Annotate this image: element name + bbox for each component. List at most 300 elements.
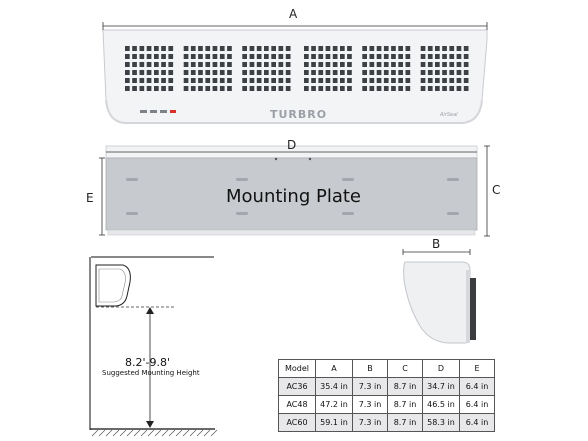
table-cell: 58.3 in <box>423 414 460 432</box>
vent-slot <box>406 70 411 75</box>
vent-slot <box>154 86 159 91</box>
vent-slot <box>213 70 218 75</box>
dimension-e-line <box>99 158 105 235</box>
vent-slot <box>304 54 309 59</box>
vent-slot <box>198 54 203 59</box>
vent-slot <box>391 46 396 51</box>
vent-slot <box>264 78 269 83</box>
table-cell: 7.3 in <box>353 378 388 396</box>
vent-slot <box>333 70 338 75</box>
vent-slot <box>140 46 145 51</box>
vent-slot <box>398 54 403 59</box>
vent-slot <box>264 70 269 75</box>
vent-slot <box>464 54 469 59</box>
floor-hatch <box>155 430 161 436</box>
vent-slot <box>370 78 375 83</box>
vent-slot <box>304 70 309 75</box>
vent-slot <box>286 78 291 83</box>
vent-slot <box>377 70 382 75</box>
vent-slot <box>257 78 262 83</box>
vent-slot <box>286 46 291 51</box>
side-profile-view <box>403 249 476 343</box>
vent-slot <box>362 78 367 83</box>
vent-slot <box>168 86 173 91</box>
vent-slot <box>333 46 338 51</box>
vent-slot <box>154 78 159 83</box>
spec-table <box>278 359 495 432</box>
vent-slot <box>286 86 291 91</box>
vent-slot <box>264 54 269 59</box>
spec-table-header <box>279 360 495 378</box>
vent-slot <box>161 62 166 67</box>
vent-slot <box>147 62 152 67</box>
vent-slot <box>271 78 276 83</box>
vent-slot <box>435 54 440 59</box>
table-cell: AC60 <box>279 414 316 432</box>
vent-slot <box>449 62 454 67</box>
header-cell: Model <box>279 360 316 378</box>
table-cell: 6.4 in <box>460 396 495 414</box>
vent-slot <box>347 54 352 59</box>
vent-slot <box>464 62 469 67</box>
vent-slot <box>442 54 447 59</box>
vent-slot <box>435 78 440 83</box>
vent-slot <box>257 54 262 59</box>
vent-slot <box>421 54 426 59</box>
vent-slot <box>449 46 454 51</box>
vent-slot <box>125 78 130 83</box>
vent-slot <box>304 62 309 67</box>
table-cell: 8.7 in <box>388 378 423 396</box>
vent-slot <box>227 78 232 83</box>
vent-slot <box>125 62 130 67</box>
vent-slot <box>125 86 130 91</box>
vent-slot <box>271 70 276 75</box>
vent-slot <box>279 62 284 67</box>
vent-slot <box>428 54 433 59</box>
vent-slot <box>168 46 173 51</box>
vent-slot <box>340 54 345 59</box>
vent-slot <box>457 62 462 67</box>
vent-slot <box>370 86 375 91</box>
vent-slot <box>377 86 382 91</box>
vent-slot <box>442 86 447 91</box>
vent-slot <box>161 54 166 59</box>
vent-slot <box>205 46 210 51</box>
vent-slot <box>457 46 462 51</box>
vent-slot <box>191 78 196 83</box>
dimension-e-label: E <box>86 191 94 205</box>
vent-slot <box>340 62 345 67</box>
table-cell: AC36 <box>279 378 316 396</box>
vent-slot <box>428 62 433 67</box>
vent-slot <box>140 70 145 75</box>
vent-slot <box>205 54 210 59</box>
vent-slot <box>464 86 469 91</box>
vent-slot <box>428 78 433 83</box>
vent-slot <box>191 62 196 67</box>
vent-slot <box>457 70 462 75</box>
vent-slot <box>318 86 323 91</box>
vent-slot <box>449 86 454 91</box>
vent-slot <box>406 46 411 51</box>
vent-slot <box>198 86 203 91</box>
vent-slot <box>311 54 316 59</box>
vent-slot <box>213 54 218 59</box>
vent-slot <box>391 54 396 59</box>
vent-slot <box>370 70 375 75</box>
vent-slot <box>435 46 440 51</box>
floor-hatch <box>162 430 168 436</box>
dimension-a-label: A <box>289 7 298 21</box>
vent-slot <box>184 46 189 51</box>
vent-slot <box>213 62 218 67</box>
vent-slot <box>333 54 338 59</box>
vent-slot <box>147 78 152 83</box>
vent-slot <box>147 86 152 91</box>
floor-hatch <box>120 430 126 436</box>
vent-slot <box>377 46 382 51</box>
vent-slot <box>370 62 375 67</box>
vent-slot <box>250 86 255 91</box>
vent-slot <box>370 46 375 51</box>
vent-slot <box>132 54 137 59</box>
vent-slot <box>140 62 145 67</box>
table-row <box>279 414 495 432</box>
vent-slot <box>227 70 232 75</box>
vent-slot <box>421 78 426 83</box>
vent-slot <box>318 46 323 51</box>
vent-slot <box>191 46 196 51</box>
dimension-c-line <box>484 146 490 236</box>
floor-hatch <box>190 430 196 436</box>
dimension-d-label: D <box>287 138 297 152</box>
vent-slot <box>377 78 382 83</box>
vent-slot <box>326 78 331 83</box>
vent-slot <box>304 46 309 51</box>
vent-slot <box>279 54 284 59</box>
vent-slot <box>311 46 316 51</box>
floor-hatch <box>106 430 112 436</box>
vent-slot <box>457 54 462 59</box>
vent-slot <box>347 46 352 51</box>
vent-slot <box>205 70 210 75</box>
vent-slot <box>449 70 454 75</box>
vent-slot <box>421 46 426 51</box>
vent-slot <box>464 46 469 51</box>
vent-slot <box>333 78 338 83</box>
vent-slot <box>391 78 396 83</box>
table-cell: 8.7 in <box>388 396 423 414</box>
vent-slot <box>168 78 173 83</box>
vent-slot <box>442 70 447 75</box>
vent-slot <box>257 70 262 75</box>
vent-slot <box>242 70 247 75</box>
vent-slot <box>286 62 291 67</box>
vent-slot <box>205 78 210 83</box>
vent-slot <box>326 86 331 91</box>
vent-slot <box>326 46 331 51</box>
vent-slot <box>264 86 269 91</box>
dimension-c-label: C <box>492 183 501 197</box>
vent-slot <box>311 78 316 83</box>
mounting-height-value: 8.2'-9.8' <box>125 356 171 369</box>
vent-slot <box>205 62 210 67</box>
vent-slot <box>464 78 469 83</box>
vent-slot <box>147 46 152 51</box>
vent-slot <box>398 46 403 51</box>
vent-slot <box>384 54 389 59</box>
vent-slot <box>333 86 338 91</box>
vent-slot <box>384 86 389 91</box>
vent-slot <box>384 46 389 51</box>
vent-slot <box>279 78 284 83</box>
vent-slot <box>340 78 345 83</box>
floor-hatch <box>197 430 203 436</box>
vent-slot <box>362 62 367 67</box>
vent-slot <box>435 70 440 75</box>
vent-slot <box>279 70 284 75</box>
vent-slot <box>257 62 262 67</box>
floor-hatch <box>183 430 189 436</box>
vent-slot <box>362 86 367 91</box>
vent-slot <box>406 62 411 67</box>
vent-slot <box>132 70 137 75</box>
vent-slot <box>326 62 331 67</box>
vent-slot <box>449 54 454 59</box>
vent-slot <box>227 86 232 91</box>
header-cell: C <box>388 360 423 378</box>
vent-slot <box>154 46 159 51</box>
vent-slot <box>326 54 331 59</box>
vent-slot <box>311 62 316 67</box>
floor-hatch <box>141 430 147 436</box>
vent-slot <box>140 78 145 83</box>
vent-slot <box>384 70 389 75</box>
table-cell: 6.4 in <box>460 378 495 396</box>
vent-slot <box>347 62 352 67</box>
vent-slot <box>311 70 316 75</box>
vent-slot <box>168 62 173 67</box>
table-row <box>279 396 495 414</box>
header-cell: A <box>316 360 353 378</box>
vent-slot <box>279 86 284 91</box>
vent-slot <box>125 70 130 75</box>
vent-slot <box>242 46 247 51</box>
vent-slot <box>398 86 403 91</box>
vent-slot <box>347 78 352 83</box>
vent-slot <box>421 62 426 67</box>
vent-slot <box>132 46 137 51</box>
vent-slot <box>398 78 403 83</box>
vent-slot <box>227 54 232 59</box>
vent-slot <box>242 86 247 91</box>
floor-hatch <box>113 430 119 436</box>
dimension-a-line <box>103 22 487 30</box>
vent-slot <box>340 70 345 75</box>
vent-slot <box>161 46 166 51</box>
vent-slot <box>227 62 232 67</box>
vent-slot <box>242 54 247 59</box>
vent-slot <box>286 54 291 59</box>
vent-slot <box>191 54 196 59</box>
table-cell: 8.7 in <box>388 414 423 432</box>
vent-slot <box>398 62 403 67</box>
vent-slot <box>449 78 454 83</box>
floor-hatch <box>169 430 175 436</box>
vent-slot <box>184 54 189 59</box>
vent-slot <box>147 54 152 59</box>
vent-slot <box>442 46 447 51</box>
vent-slot <box>213 78 218 83</box>
vent-slot <box>220 54 225 59</box>
vent-slot <box>220 70 225 75</box>
vent-slot <box>442 78 447 83</box>
vent-slot <box>318 78 323 83</box>
table-cell: 35.4 in <box>316 378 353 396</box>
vent-slot <box>161 86 166 91</box>
vent-slot <box>279 46 284 51</box>
vent-slot <box>428 70 433 75</box>
vent-slot <box>257 86 262 91</box>
vent-slot <box>132 86 137 91</box>
vent-slot <box>326 70 331 75</box>
vent-slot <box>168 70 173 75</box>
vent-slot <box>421 70 426 75</box>
floor-hatch <box>134 430 140 436</box>
vent-slot <box>340 46 345 51</box>
mounting-height-caption: Suggested Mounting Height <box>102 369 200 377</box>
vent-slot <box>271 86 276 91</box>
vent-slot <box>125 46 130 51</box>
floor-hatch <box>127 430 133 436</box>
table-cell: 7.3 in <box>353 414 388 432</box>
vent-slot <box>257 46 262 51</box>
vent-slot <box>213 86 218 91</box>
floor-hatch <box>148 430 154 436</box>
vent-slot <box>140 54 145 59</box>
vent-slot <box>370 54 375 59</box>
vent-slot <box>220 86 225 91</box>
table-cell: 47.2 in <box>316 396 353 414</box>
vent-slot <box>333 62 338 67</box>
vent-slot <box>347 86 352 91</box>
vent-slot <box>464 70 469 75</box>
vent-slot <box>384 78 389 83</box>
table-cell: AC48 <box>279 396 316 414</box>
vent-slot <box>271 54 276 59</box>
vent-slot <box>198 62 203 67</box>
table-cell: 59.1 in <box>316 414 353 432</box>
vent-slot <box>250 70 255 75</box>
vent-slot <box>442 62 447 67</box>
table-cell: 34.7 in <box>423 378 460 396</box>
vent-slot <box>213 46 218 51</box>
vent-slot <box>154 70 159 75</box>
header-cell: D <box>423 360 460 378</box>
vent-slot <box>406 86 411 91</box>
vent-slot <box>184 62 189 67</box>
vent-slot <box>154 62 159 67</box>
vent-slot <box>362 46 367 51</box>
vent-slot <box>191 70 196 75</box>
vent-slot <box>184 86 189 91</box>
vent-slot <box>286 70 291 75</box>
mounting-height-diagram <box>90 257 217 436</box>
vent-slot <box>168 54 173 59</box>
vent-slot <box>242 78 247 83</box>
vent-slot <box>391 62 396 67</box>
vent-slot <box>191 86 196 91</box>
vent-slot <box>250 54 255 59</box>
table-cell: 6.4 in <box>460 414 495 432</box>
vent-slot <box>147 70 152 75</box>
vent-slot <box>406 54 411 59</box>
vent-slot <box>391 70 396 75</box>
floor-hatch <box>211 430 217 436</box>
vent-slot <box>242 62 247 67</box>
vent-slot <box>362 54 367 59</box>
vent-slot <box>250 46 255 51</box>
vent-slot <box>421 86 426 91</box>
vent-slot <box>250 62 255 67</box>
vent-slot <box>318 54 323 59</box>
header-cell: E <box>460 360 495 378</box>
vent-slot <box>132 62 137 67</box>
vent-slot <box>271 46 276 51</box>
dimension-b-label: B <box>432 237 441 251</box>
vent-slot <box>384 62 389 67</box>
vent-slot <box>457 86 462 91</box>
vent-slot <box>161 78 166 83</box>
vent-slot <box>125 54 130 59</box>
vent-slot <box>140 86 145 91</box>
vent-slot <box>227 46 232 51</box>
vent-slot <box>198 46 203 51</box>
vent-slot <box>154 54 159 59</box>
vent-slot <box>220 78 225 83</box>
vent-slot <box>205 86 210 91</box>
mounting-plate-label: Mounting Plate <box>226 186 361 207</box>
vent-slot <box>311 86 316 91</box>
vent-slot <box>391 86 396 91</box>
vent-slot <box>318 62 323 67</box>
vent-slot <box>271 62 276 67</box>
table-cell: 46.5 in <box>423 396 460 414</box>
header-cell: B <box>353 360 388 378</box>
vent-slot <box>347 70 352 75</box>
vent-slot <box>250 78 255 83</box>
vent-slot <box>428 46 433 51</box>
vent-slot <box>184 78 189 83</box>
vent-slot <box>161 70 166 75</box>
floor-hatch <box>176 430 182 436</box>
vent-slot <box>428 86 433 91</box>
vent-slot <box>377 54 382 59</box>
vent-slot <box>198 78 203 83</box>
vent-slot <box>220 46 225 51</box>
vent-slot <box>362 70 367 75</box>
vent-slot <box>435 86 440 91</box>
table-cell: 7.3 in <box>353 396 388 414</box>
vent-slot <box>318 70 323 75</box>
sub-brand-logo: AirSeal <box>440 112 458 118</box>
vent-slot <box>132 78 137 83</box>
vent-slot <box>340 86 345 91</box>
vent-slot <box>304 86 309 91</box>
vent-slot <box>377 62 382 67</box>
vent-slot <box>435 62 440 67</box>
